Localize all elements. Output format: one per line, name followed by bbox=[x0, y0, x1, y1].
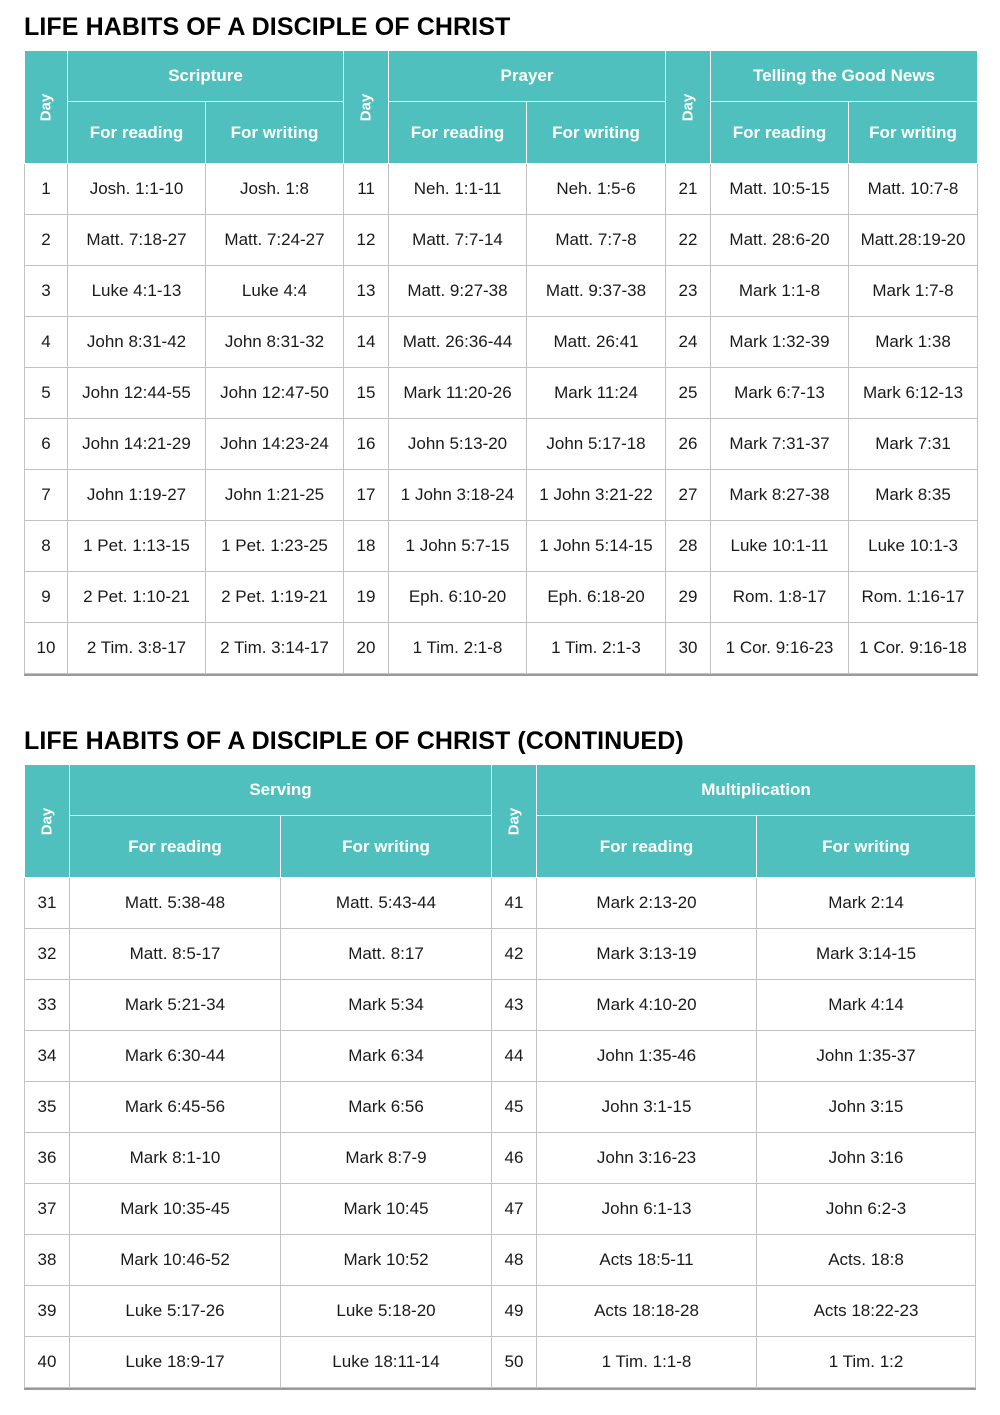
day-cell: 29 bbox=[666, 572, 711, 623]
reading-cell: Matt. 10:5-15 bbox=[711, 164, 849, 215]
reading-cell: Mark 10:46-52 bbox=[70, 1235, 281, 1286]
reading-cell: Mark 5:21-34 bbox=[70, 980, 281, 1031]
writing-cell: John 3:15 bbox=[757, 1082, 976, 1133]
reading-cell: 1 Tim. 2:1-8 bbox=[389, 623, 527, 674]
writing-cell: Mark 8:7-9 bbox=[281, 1133, 492, 1184]
day-cell: 50 bbox=[492, 1337, 537, 1388]
reading-cell: Matt. 7:7-14 bbox=[389, 215, 527, 266]
writing-cell: Luke 18:11-14 bbox=[281, 1337, 492, 1388]
writing-cell: Acts 18:22-23 bbox=[757, 1286, 976, 1337]
day-cell: 7 bbox=[25, 470, 68, 521]
day-cell: 20 bbox=[344, 623, 389, 674]
table-row bbox=[25, 266, 978, 317]
table-row bbox=[25, 419, 978, 470]
day-cell: 42 bbox=[492, 929, 537, 980]
day-cell: 13 bbox=[344, 266, 389, 317]
table-body bbox=[25, 878, 976, 1388]
reading-cell: 1 John 5:7-15 bbox=[389, 521, 527, 572]
reading-cell: John 3:1-15 bbox=[537, 1082, 757, 1133]
subheader-row bbox=[25, 102, 978, 164]
day-cell: 32 bbox=[25, 929, 70, 980]
writing-cell: Mark 5:34 bbox=[281, 980, 492, 1031]
day-cell: 28 bbox=[666, 521, 711, 572]
table-row bbox=[25, 980, 976, 1031]
day-cell: 33 bbox=[25, 980, 70, 1031]
writing-cell: Matt.28:19-20 bbox=[849, 215, 978, 266]
table-row bbox=[25, 623, 978, 674]
day-cell: 18 bbox=[344, 521, 389, 572]
day-header-label: Day bbox=[37, 93, 55, 122]
reading-cell: Acts 18:18-28 bbox=[537, 1286, 757, 1337]
writing-cell: Mark 1:38 bbox=[849, 317, 978, 368]
writing-cell: John 12:47-50 bbox=[206, 368, 344, 419]
day-cell: 27 bbox=[666, 470, 711, 521]
day-cell: 12 bbox=[344, 215, 389, 266]
writing-cell: Mark 4:14 bbox=[757, 980, 976, 1031]
group-header-serving: Serving bbox=[70, 765, 492, 816]
reading-cell: Mark 11:20-26 bbox=[389, 368, 527, 419]
day-cell: 26 bbox=[666, 419, 711, 470]
writing-cell: Luke 4:4 bbox=[206, 266, 344, 317]
day-cell: 1 bbox=[25, 164, 68, 215]
reading-cell: Rom. 1:8-17 bbox=[711, 572, 849, 623]
writing-cell: Mark 2:14 bbox=[757, 878, 976, 929]
day-cell: 45 bbox=[492, 1082, 537, 1133]
reading-cell: Neh. 1:1-11 bbox=[389, 164, 527, 215]
writing-cell: Mark 1:7-8 bbox=[849, 266, 978, 317]
day-cell: 34 bbox=[25, 1031, 70, 1082]
day-cell: 47 bbox=[492, 1184, 537, 1235]
writing-cell: John 3:16 bbox=[757, 1133, 976, 1184]
table-row bbox=[25, 878, 976, 929]
reading-cell: 2 Tim. 3:8-17 bbox=[68, 623, 206, 674]
day-cell: 24 bbox=[666, 317, 711, 368]
day-cell: 41 bbox=[492, 878, 537, 929]
writing-column-header: For writing bbox=[849, 102, 978, 164]
writing-cell: Mark 6:34 bbox=[281, 1031, 492, 1082]
writing-cell: John 1:21-25 bbox=[206, 470, 344, 521]
reading-cell: John 8:31-42 bbox=[68, 317, 206, 368]
day-cell: 39 bbox=[25, 1286, 70, 1337]
writing-cell: Mark 7:31 bbox=[849, 419, 978, 470]
writing-cell: Matt. 7:24-27 bbox=[206, 215, 344, 266]
writing-cell: Neh. 1:5-6 bbox=[527, 164, 666, 215]
writing-cell: John 8:31-32 bbox=[206, 317, 344, 368]
day-cell: 40 bbox=[25, 1337, 70, 1388]
reading-cell: Josh. 1:1-10 bbox=[68, 164, 206, 215]
group-header-telling-good-news: Telling the Good News bbox=[711, 51, 978, 102]
day-cell: 5 bbox=[25, 368, 68, 419]
reading-column-header: For reading bbox=[68, 102, 206, 164]
reading-cell: Luke 4:1-13 bbox=[68, 266, 206, 317]
day-cell: 25 bbox=[666, 368, 711, 419]
table-row bbox=[25, 929, 976, 980]
reading-cell: Mark 8:27-38 bbox=[711, 470, 849, 521]
day-cell: 44 bbox=[492, 1031, 537, 1082]
reading-cell: John 3:16-23 bbox=[537, 1133, 757, 1184]
day-header-label: Day bbox=[679, 93, 697, 122]
group-header-scripture: Scripture bbox=[68, 51, 344, 102]
reading-cell: Matt. 28:6-20 bbox=[711, 215, 849, 266]
reading-cell: Luke 10:1-11 bbox=[711, 521, 849, 572]
table-row bbox=[25, 470, 978, 521]
writing-cell: 1 John 5:14-15 bbox=[527, 521, 666, 572]
day-cell: 30 bbox=[666, 623, 711, 674]
writing-cell: 1 Pet. 1:23-25 bbox=[206, 521, 344, 572]
table-row bbox=[25, 1133, 976, 1184]
writing-column-header: For writing bbox=[281, 816, 492, 878]
day-column-header bbox=[25, 765, 70, 878]
group-header-row bbox=[25, 51, 978, 102]
reading-cell: Mark 6:30-44 bbox=[70, 1031, 281, 1082]
table-header bbox=[25, 765, 976, 878]
reading-cell: Luke 18:9-17 bbox=[70, 1337, 281, 1388]
day-header-label: Day bbox=[357, 93, 375, 122]
table-row bbox=[25, 521, 978, 572]
page-title-continued: LIFE HABITS OF A DISCIPLE OF CHRIST (CONTINUED) bbox=[24, 727, 684, 755]
reading-cell: Mark 4:10-20 bbox=[537, 980, 757, 1031]
writing-column-header: For writing bbox=[757, 816, 976, 878]
reading-cell: Eph. 6:10-20 bbox=[389, 572, 527, 623]
group-header-prayer: Prayer bbox=[389, 51, 666, 102]
day-header-label: Day bbox=[38, 807, 56, 836]
writing-cell: Eph. 6:18-20 bbox=[527, 572, 666, 623]
day-cell: 15 bbox=[344, 368, 389, 419]
day-cell: 37 bbox=[25, 1184, 70, 1235]
group-header-multiplication: Multiplication bbox=[537, 765, 976, 816]
writing-cell: Matt. 5:43-44 bbox=[281, 878, 492, 929]
table-row bbox=[25, 1337, 976, 1388]
day-cell: 2 bbox=[25, 215, 68, 266]
day-cell: 8 bbox=[25, 521, 68, 572]
writing-cell: Matt. 7:7-8 bbox=[527, 215, 666, 266]
writing-cell: Luke 5:18-20 bbox=[281, 1286, 492, 1337]
reading-cell: Mark 1:1-8 bbox=[711, 266, 849, 317]
reading-plan-table bbox=[24, 50, 978, 674]
writing-cell: Mark 8:35 bbox=[849, 470, 978, 521]
reading-plan-table-continued bbox=[24, 764, 976, 1388]
reading-cell: Matt. 8:5-17 bbox=[70, 929, 281, 980]
day-column-header bbox=[25, 51, 68, 164]
reading-cell: Mark 8:1-10 bbox=[70, 1133, 281, 1184]
writing-cell: John 5:17-18 bbox=[527, 419, 666, 470]
writing-cell: 1 Tim. 1:2 bbox=[757, 1337, 976, 1388]
reading-cell: Luke 5:17-26 bbox=[70, 1286, 281, 1337]
writing-cell: Mark 10:45 bbox=[281, 1184, 492, 1235]
writing-cell: Josh. 1:8 bbox=[206, 164, 344, 215]
table-row bbox=[25, 1184, 976, 1235]
table-row bbox=[25, 317, 978, 368]
table-body bbox=[25, 164, 978, 674]
writing-cell: Matt. 26:41 bbox=[527, 317, 666, 368]
table-row bbox=[25, 164, 978, 215]
reading-cell: 1 Cor. 9:16-23 bbox=[711, 623, 849, 674]
writing-cell: Matt. 8:17 bbox=[281, 929, 492, 980]
reading-cell: Mark 1:32-39 bbox=[711, 317, 849, 368]
reading-cell: Mark 2:13-20 bbox=[537, 878, 757, 929]
writing-cell: 1 John 3:21-22 bbox=[527, 470, 666, 521]
writing-cell: Mark 11:24 bbox=[527, 368, 666, 419]
day-column-header bbox=[344, 51, 389, 164]
day-cell: 49 bbox=[492, 1286, 537, 1337]
table-row bbox=[25, 1286, 976, 1337]
table-row bbox=[25, 1082, 976, 1133]
table-row bbox=[25, 1235, 976, 1286]
reading-cell: 2 Pet. 1:10-21 bbox=[68, 572, 206, 623]
day-cell: 10 bbox=[25, 623, 68, 674]
reading-column-header: For reading bbox=[389, 102, 527, 164]
day-header-label: Day bbox=[505, 807, 523, 836]
reading-cell: Matt. 9:27-38 bbox=[389, 266, 527, 317]
writing-cell: Rom. 1:16-17 bbox=[849, 572, 978, 623]
day-cell: 3 bbox=[25, 266, 68, 317]
day-cell: 19 bbox=[344, 572, 389, 623]
day-cell: 38 bbox=[25, 1235, 70, 1286]
day-cell: 16 bbox=[344, 419, 389, 470]
writing-cell: Matt. 10:7-8 bbox=[849, 164, 978, 215]
reading-cell: Acts 18:5-11 bbox=[537, 1235, 757, 1286]
day-cell: 46 bbox=[492, 1133, 537, 1184]
reading-cell: Mark 10:35-45 bbox=[70, 1184, 281, 1235]
writing-cell: Mark 6:56 bbox=[281, 1082, 492, 1133]
writing-cell: John 1:35-37 bbox=[757, 1031, 976, 1082]
day-cell: 23 bbox=[666, 266, 711, 317]
reading-cell: John 1:35-46 bbox=[537, 1031, 757, 1082]
reading-cell: Mark 3:13-19 bbox=[537, 929, 757, 980]
table-row bbox=[25, 215, 978, 266]
writing-cell: Mark 6:12-13 bbox=[849, 368, 978, 419]
day-cell: 21 bbox=[666, 164, 711, 215]
reading-cell: John 6:1-13 bbox=[537, 1184, 757, 1235]
day-cell: 4 bbox=[25, 317, 68, 368]
day-cell: 17 bbox=[344, 470, 389, 521]
reading-cell: John 14:21-29 bbox=[68, 419, 206, 470]
day-cell: 11 bbox=[344, 164, 389, 215]
day-cell: 48 bbox=[492, 1235, 537, 1286]
page-title: LIFE HABITS OF A DISCIPLE OF CHRIST bbox=[24, 13, 511, 41]
day-cell: 22 bbox=[666, 215, 711, 266]
reading-cell: Mark 6:45-56 bbox=[70, 1082, 281, 1133]
writing-cell: Matt. 9:37-38 bbox=[527, 266, 666, 317]
writing-cell: 2 Tim. 3:14-17 bbox=[206, 623, 344, 674]
table-row bbox=[25, 572, 978, 623]
writing-column-header: For writing bbox=[206, 102, 344, 164]
writing-cell: Mark 10:52 bbox=[281, 1235, 492, 1286]
day-cell: 6 bbox=[25, 419, 68, 470]
reading-cell: Matt. 7:18-27 bbox=[68, 215, 206, 266]
writing-column-header: For writing bbox=[527, 102, 666, 164]
writing-cell: 2 Pet. 1:19-21 bbox=[206, 572, 344, 623]
writing-cell: Acts. 18:8 bbox=[757, 1235, 976, 1286]
writing-cell: John 6:2-3 bbox=[757, 1184, 976, 1235]
day-cell: 9 bbox=[25, 572, 68, 623]
reading-cell: John 12:44-55 bbox=[68, 368, 206, 419]
table-header bbox=[25, 51, 978, 164]
reading-column-header: For reading bbox=[537, 816, 757, 878]
reading-cell: Matt. 26:36-44 bbox=[389, 317, 527, 368]
day-cell: 36 bbox=[25, 1133, 70, 1184]
writing-cell: Mark 3:14-15 bbox=[757, 929, 976, 980]
reading-cell: Mark 6:7-13 bbox=[711, 368, 849, 419]
writing-cell: Luke 10:1-3 bbox=[849, 521, 978, 572]
reading-cell: Mark 7:31-37 bbox=[711, 419, 849, 470]
reading-column-header: For reading bbox=[70, 816, 281, 878]
reading-cell: 1 Tim. 1:1-8 bbox=[537, 1337, 757, 1388]
day-cell: 43 bbox=[492, 980, 537, 1031]
reading-cell: Matt. 5:38-48 bbox=[70, 878, 281, 929]
writing-cell: 1 Cor. 9:16-18 bbox=[849, 623, 978, 674]
writing-cell: 1 Tim. 2:1-3 bbox=[527, 623, 666, 674]
writing-cell: John 14:23-24 bbox=[206, 419, 344, 470]
day-column-header bbox=[492, 765, 537, 878]
day-cell: 35 bbox=[25, 1082, 70, 1133]
table-row bbox=[25, 1031, 976, 1082]
reading-cell: John 5:13-20 bbox=[389, 419, 527, 470]
day-cell: 14 bbox=[344, 317, 389, 368]
reading-cell: 1 John 3:18-24 bbox=[389, 470, 527, 521]
day-column-header bbox=[666, 51, 711, 164]
day-cell: 31 bbox=[25, 878, 70, 929]
reading-column-header: For reading bbox=[711, 102, 849, 164]
reading-cell: John 1:19-27 bbox=[68, 470, 206, 521]
group-header-row bbox=[25, 765, 976, 816]
reading-cell: 1 Pet. 1:13-15 bbox=[68, 521, 206, 572]
table-row bbox=[25, 368, 978, 419]
